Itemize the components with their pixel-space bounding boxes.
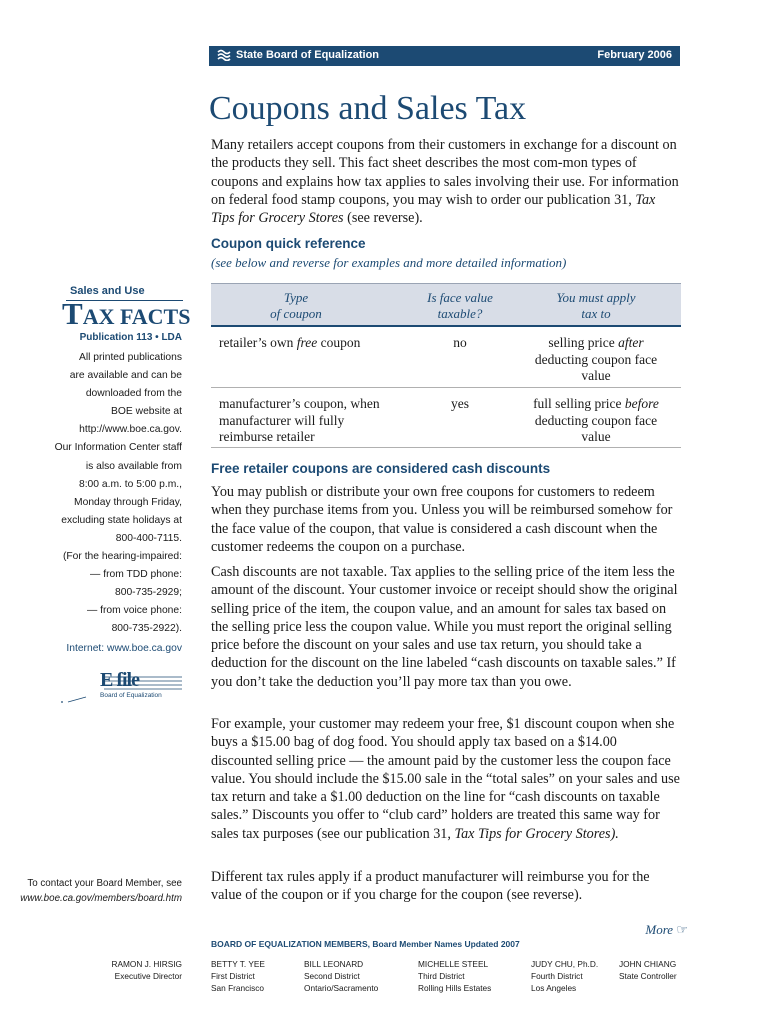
- sidebar-info: [20, 349, 182, 639]
- logo-initial: T: [62, 296, 83, 331]
- member-district: First District: [211, 971, 255, 981]
- info-line: Monday through Friday,: [74, 496, 182, 508]
- intro-pub-title: Tax Tips for Grocery Stores: [211, 191, 656, 227]
- info-line: 800-400-7115.: [115, 532, 182, 544]
- series-subtitle: Sales and Use: [70, 285, 145, 297]
- cell-coupon-type: [219, 335, 399, 352]
- page-title: Coupons and Sales Tax: [209, 90, 527, 127]
- paragraph-4: Different tax rules apply if a product manufacturer will reimburse you for the value of the coupon or if you charge for the coupon (see reverse).: [211, 869, 650, 904]
- header-bar: [209, 46, 680, 66]
- member-entry: [211, 958, 265, 994]
- intro-tail: (see reverse).: [343, 210, 423, 227]
- info-line[interactable]: http://www.boe.ca.gov.: [79, 424, 182, 436]
- column-header-type: Type of coupon: [270, 290, 322, 321]
- member-entry: [418, 958, 491, 994]
- efile-wordmark: E file: [100, 669, 139, 691]
- internet-link[interactable]: Internet: www.boe.ca.gov: [66, 643, 182, 654]
- contact-text: To contact your Board Member, see: [27, 878, 182, 889]
- publication-date: February 2006: [597, 49, 672, 61]
- paragraph-3-emphasis: Tax Tips for Grocery Stores).: [454, 825, 619, 842]
- cell-text: selling price: [548, 335, 619, 350]
- member-place: Ontario/Sacramento: [304, 983, 379, 993]
- intro-paragraph: [211, 136, 681, 227]
- more-label: More: [645, 922, 674, 937]
- cell-text: retailer’s own: [219, 335, 297, 350]
- quick-reference-heading: Coupon quick reference: [211, 236, 366, 251]
- pointing-hand-icon: ☞: [676, 922, 688, 937]
- executive-director: [60, 958, 182, 982]
- info-line: downloaded from the: [85, 388, 182, 400]
- tax-facts-logo: [62, 296, 190, 332]
- member-entry: [531, 958, 598, 994]
- info-line: 800-735-2929;: [115, 587, 182, 599]
- paragraph-2: Cash discounts are not taxable. Tax applies to the selling price of the item less the amount of the discount. Your customer invoice or receipt should show the original selling price of the item, the coupon value, and an amount for sales tax based on the selling price less the coupon value. While you must report the original selling price before the discount on your sales and use tax return, you should take a deduction for the discount on the line labeled “cash discounts on taxable sales.” If you don’t take the deduction you’ll pay more tax than you owe.: [211, 564, 678, 690]
- info-line: — from TDD phone:: [90, 569, 182, 581]
- quick-reference-table: [211, 283, 681, 448]
- member-name: RAMON J. HIRSIG: [111, 959, 182, 969]
- table-header: [211, 283, 681, 327]
- info-line: is also available from: [85, 460, 182, 472]
- agency-block: [217, 49, 379, 61]
- member-name: BILL LEONARD: [304, 959, 364, 969]
- members-title: BOARD OF EQUALIZATION MEMBERS, Board Member Names Updated 2007: [211, 939, 520, 949]
- member-place: Los Angeles: [531, 983, 577, 993]
- paragraph-3: [211, 715, 681, 843]
- quick-reference-subheading: (see below and reverse for examples and more detailed information): [211, 255, 567, 270]
- cell-apply-tax: [531, 335, 661, 385]
- member-district: Second District: [304, 971, 360, 981]
- cell-text: deducting coupon face value: [534, 412, 658, 444]
- cell-coupon-type: [219, 396, 399, 446]
- boe-wave-icon: [217, 49, 231, 61]
- info-line: (For the hearing-impaired:: [62, 551, 182, 563]
- column-header-taxable: Is face value taxable?: [427, 290, 493, 321]
- member-place: San Francisco: [211, 983, 265, 993]
- section-heading: Free retailer coupons are considered cash discounts: [211, 461, 551, 476]
- cell-text: full selling price: [533, 396, 625, 411]
- info-line: Our Information Center staff: [54, 442, 182, 454]
- member-role: Executive Director: [114, 971, 182, 981]
- member-name: JOHN CHIANG: [619, 959, 677, 969]
- info-line: are available and can be: [69, 370, 182, 382]
- logo-rest: AX FACTS: [82, 304, 191, 329]
- member-entry: [304, 958, 378, 994]
- member-name: MICHELLE STEEL: [418, 959, 489, 969]
- info-line: — from voice phone:: [86, 605, 182, 617]
- cell-taxable: yes: [451, 396, 469, 411]
- cell-text: manufacturer’s coupon, when manufacturer will fully reimburse retailer: [219, 396, 380, 444]
- contact-board-member: [10, 876, 182, 906]
- member-place: Rolling Hills Estates: [418, 983, 492, 993]
- publication-number: Publication 113 • LDA: [79, 332, 182, 343]
- table-row: [211, 388, 681, 448]
- cell-taxable: no: [453, 335, 467, 350]
- info-line: 800-735-2922).: [111, 623, 182, 635]
- info-line: 8:00 a.m. to 5:00 p.m.,: [78, 478, 182, 490]
- member-district: State Controller: [619, 971, 677, 981]
- member-name: JUDY CHU, Ph.D.: [531, 959, 599, 969]
- cell-emphasis: free: [296, 335, 318, 350]
- cell-text: deducting coupon face value: [534, 351, 658, 383]
- info-line: All printed publications: [78, 352, 182, 363]
- cell-emphasis: after: [618, 335, 644, 350]
- paragraph-3-text: For example, your customer may redeem your free, $1 discount coupon when she buys a $15.00 bag of dog food. You should apply tax based on a $14.00 discounted selling price — the amount paid by the customer less the coupon face value. You should include the $15.00 sale in the “total sales” on your sales and use tax return and take a $1.00 deduction on the line for “cash discounts on taxable sales.” Discounts you offer to “club card” holders are treated this same way for sales tax purposes (see our publication 31,: [211, 716, 680, 842]
- agency-name: State Board of Equalization: [236, 49, 380, 61]
- member-name: BETTY T. YEE: [211, 959, 265, 969]
- table-row: [211, 327, 681, 388]
- contact-url[interactable]: www.boe.ca.gov/members/board.htm: [20, 893, 182, 904]
- efile-caption: Board of Equalization: [100, 692, 162, 699]
- member-district: Fourth District: [531, 971, 583, 981]
- more-link[interactable]: [620, 922, 688, 938]
- member-district: Third District: [418, 971, 465, 981]
- cell-apply-tax: [531, 396, 661, 446]
- paragraph-1: You may publish or distribute your own free coupons for customers to redeem when they purchase items from you. Unless you will be reimbursed somehow for the face value of the coupon, that value is considered a cash discount when the customer redeems the coupon on a purchase.: [211, 484, 673, 555]
- info-line: excluding state holidays at: [61, 514, 182, 526]
- column-header-apply: You must apply tax to: [556, 290, 636, 321]
- intro-text: Many retailers accept coupons from their customers in exchange for a discount on the products they sell. This fact sheet describes the most com-mon types of coupons and explains how tax applies to sales involving their use. For information on federal food stamp coupons, you may wish to order our publication 31,: [211, 137, 679, 208]
- efile-logo: [60, 669, 184, 705]
- cell-emphasis: before: [624, 396, 659, 411]
- info-line: BOE website at: [111, 406, 182, 418]
- member-entry: [619, 958, 677, 982]
- cell-text: coupon: [317, 335, 361, 350]
